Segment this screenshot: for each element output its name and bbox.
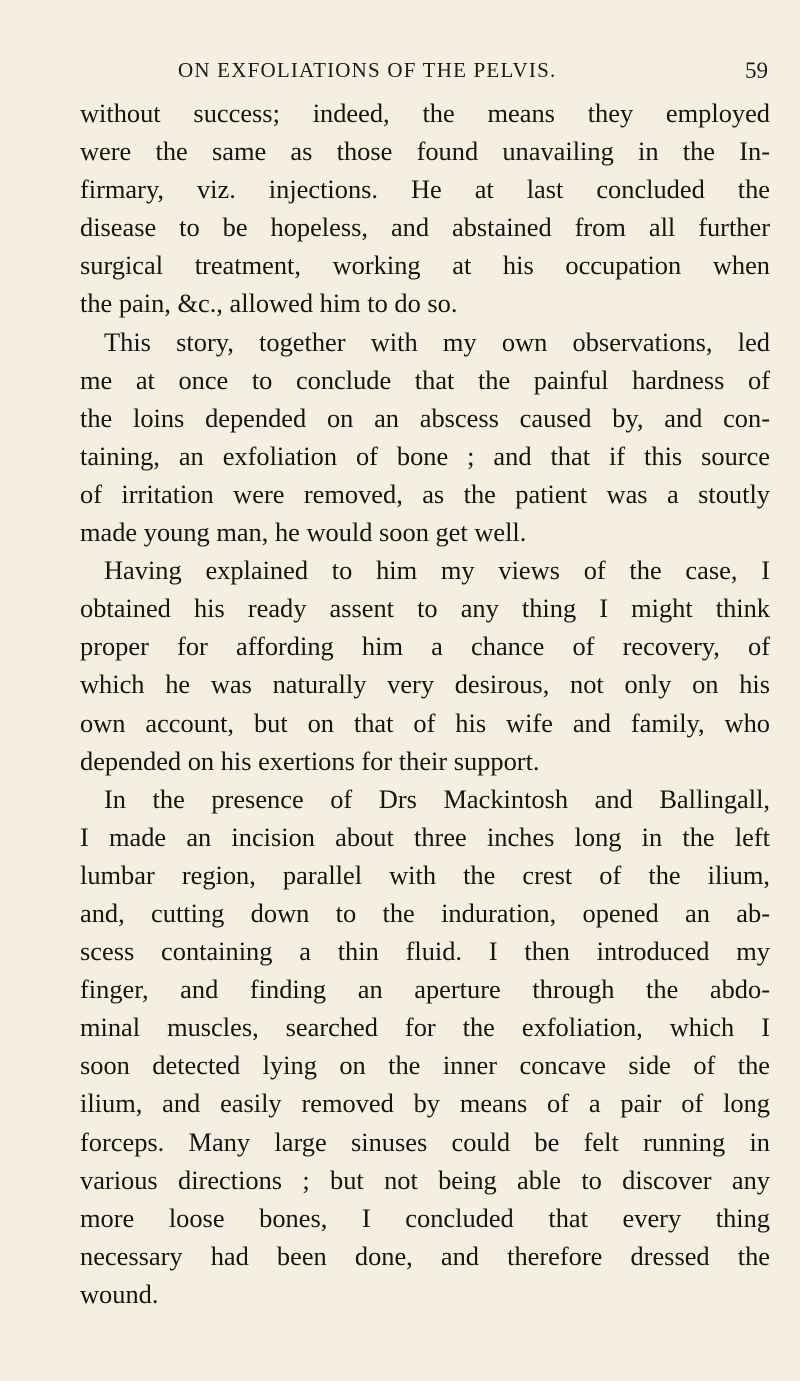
text-line: finger, and finding an aperture through the abdo- <box>80 974 770 1005</box>
text-line: This story, together with my own observations, led <box>104 326 770 357</box>
text-line: lumbar region, parallel with the crest of the ilium, <box>80 859 770 890</box>
text-line: which he was naturally very desirous, not only on his <box>80 669 770 700</box>
text-line: soon detected lying on the inner concave side of the <box>80 1050 770 1081</box>
text-line: and, cutting down to the induration, opened an ab- <box>80 897 770 928</box>
text-line: disease to be hopeless, and abstained from all further <box>80 212 770 243</box>
text-line: wound. <box>80 1278 159 1309</box>
text-line: were the same as those found unavailing in the In- <box>80 136 770 167</box>
body-text <box>80 94 770 1313</box>
running-head: ON EXFOLIATIONS OF THE PELVIS. <box>178 58 557 82</box>
text-line: more loose bones, I concluded that every thing <box>80 1202 770 1233</box>
text-line: proper for affording him a chance of recovery, of <box>80 631 770 662</box>
text-line: Having explained to him my views of the case, I <box>104 555 770 586</box>
text-line: taining, an exfoliation of bone ; and that if this source <box>80 440 770 471</box>
text-line: scess containing a thin fluid. I then introduced my <box>80 936 770 967</box>
page-header <box>80 58 770 98</box>
text-line: me at once to conclude that the painful hardness of <box>80 364 770 395</box>
text-line: firmary, viz. injections. He at last concluded the <box>80 174 770 205</box>
text-line: forceps. Many large sinuses could be felt running in <box>80 1126 770 1157</box>
text-line: various directions ; but not being able to discover any <box>80 1164 770 1195</box>
text-line: obtained his ready assent to any thing I might think <box>80 593 770 624</box>
text-line: the loins depended on an abscess caused by, and con- <box>80 402 770 433</box>
text-line: without success; indeed, the means they employed <box>80 98 770 128</box>
text-line: In the presence of Drs Mackintosh and Ballingall, <box>104 783 770 814</box>
text-line: the pain, &c., allowed him to do so. <box>80 288 458 319</box>
text-line: depended on his exertions for their support. <box>80 745 540 776</box>
text-line: of irritation were removed, as the patient was a stoutly <box>80 478 770 509</box>
text-line: necessary had been done, and therefore dressed the <box>80 1240 770 1271</box>
text-line: own account, but on that of his wife and family, who <box>80 707 770 738</box>
text-line: I made an incision about three inches long in the left <box>80 821 770 852</box>
text-line: minal muscles, searched for the exfoliation, which I <box>80 1012 770 1043</box>
text-line: ilium, and easily removed by means of a pair of long <box>80 1088 770 1119</box>
text-line: surgical treatment, working at his occupation when <box>80 250 770 281</box>
page-number: 59 <box>745 58 768 83</box>
text-line: made young man, he would soon get well. <box>80 517 527 548</box>
